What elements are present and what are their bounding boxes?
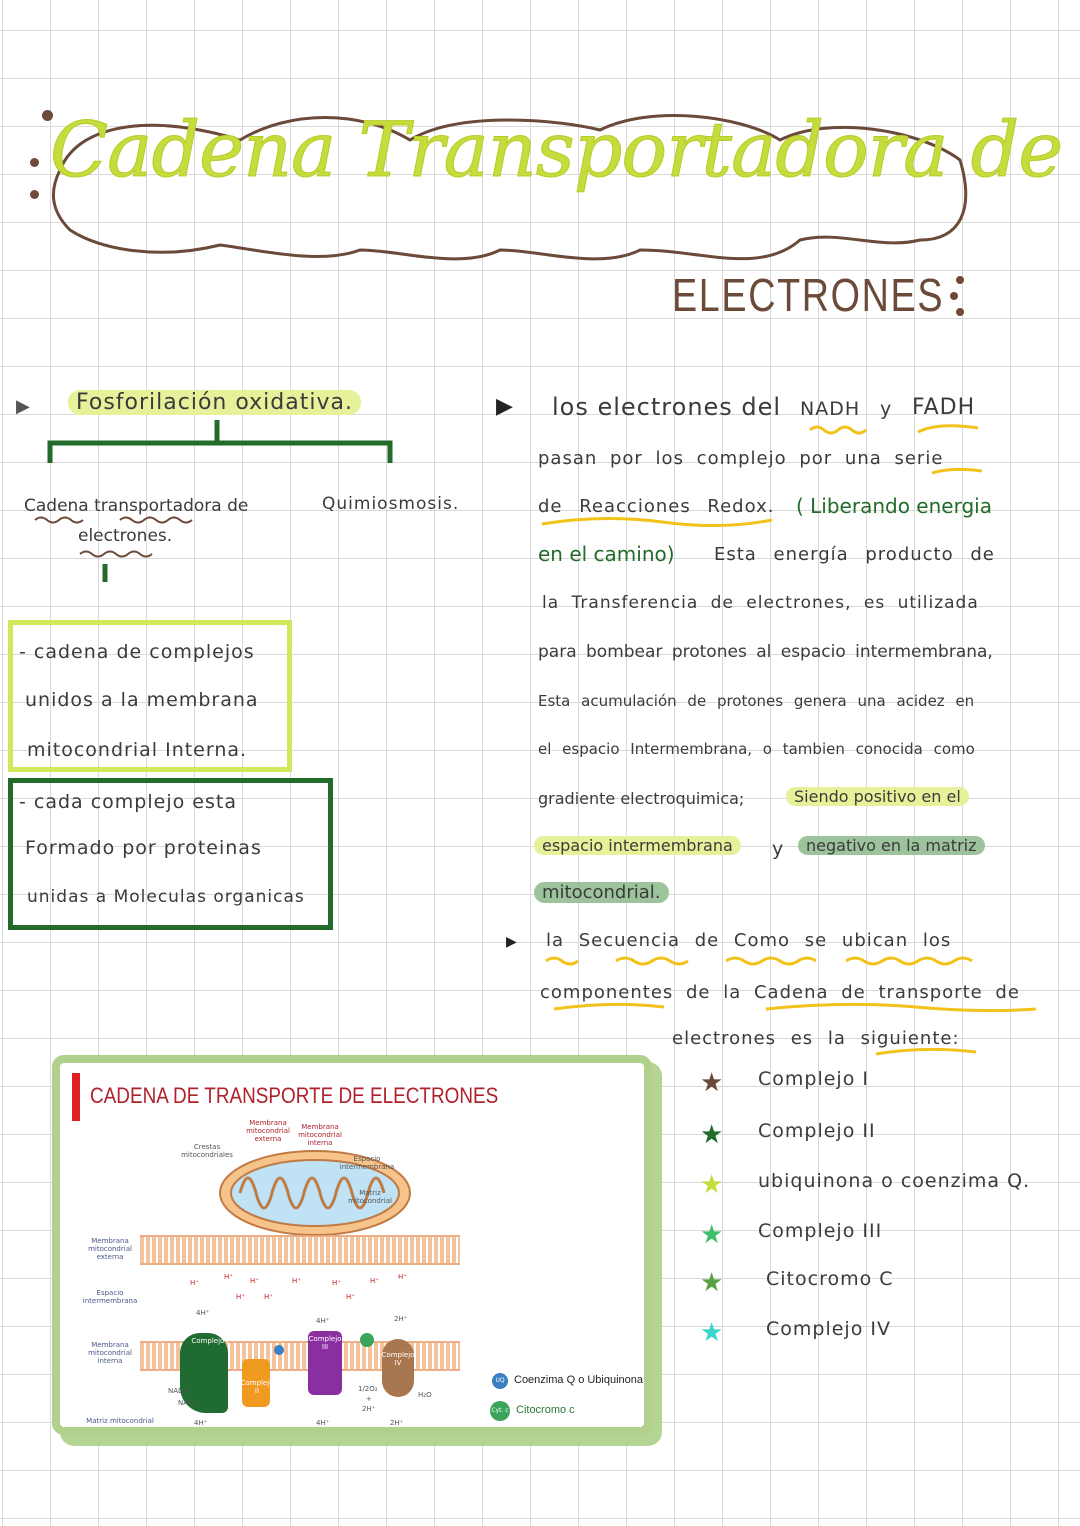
label-2h-2: 2H⁺ bbox=[362, 1405, 376, 1413]
subtitle-dots bbox=[950, 276, 970, 320]
label-mem-ext: Membrana mitocondrial externa bbox=[246, 1119, 290, 1143]
complex-2-label: Complejo II bbox=[240, 1379, 274, 1395]
label-mem-int: Membrana mitocondrial interna bbox=[298, 1123, 342, 1147]
component-item: Citocromo C bbox=[766, 1268, 894, 1290]
legend-cytc-badge: Cyt. c bbox=[490, 1401, 510, 1421]
para-line-4: la Transferencia de electrones, es utilizada bbox=[542, 593, 979, 613]
label-crestas: Crestas mitocondriales bbox=[181, 1143, 233, 1159]
seq-line-0: la Secuencia de Como se ubican los bbox=[546, 930, 952, 951]
serie-underline bbox=[930, 468, 990, 478]
etc-figure bbox=[52, 1055, 652, 1435]
para-line-2: de Reacciones Redox. bbox=[538, 496, 775, 517]
h-plus-6: H⁺ bbox=[370, 1277, 379, 1285]
box2-line1: - cada complejo esta bbox=[19, 791, 237, 813]
h-plus-2: H⁺ bbox=[224, 1273, 233, 1281]
star-icon: ★ bbox=[700, 1170, 724, 1200]
label-4h-2: 4H⁺ bbox=[316, 1317, 330, 1325]
h-plus-9: H⁺ bbox=[264, 1293, 273, 1301]
heading-arrow-icon: ▶ bbox=[16, 396, 31, 417]
para-line-5: para bombear protones al espacio intermembrana, bbox=[538, 642, 993, 662]
label-4h-4: 4H⁺ bbox=[316, 1419, 330, 1427]
component-item: Complejo III bbox=[758, 1220, 883, 1242]
box-cada-complejo bbox=[8, 778, 333, 930]
star-icon: ★ bbox=[700, 1318, 724, 1348]
branch-left-underline bbox=[30, 514, 240, 584]
figure-title: CADENA DE TRANSPORTE DE ELECTRONES bbox=[90, 1083, 499, 1108]
figure-title-bar bbox=[72, 1073, 80, 1121]
label-nad: NAD⁺ bbox=[178, 1399, 198, 1407]
branch-bracket bbox=[45, 418, 405, 468]
complex-1-label: Complejo I bbox=[191, 1337, 229, 1345]
h-plus-8: H⁺ bbox=[236, 1293, 245, 1301]
h-plus-3: H⁺ bbox=[250, 1277, 259, 1285]
legend-uq-badge: UQ bbox=[492, 1373, 508, 1389]
y-conj: y bbox=[880, 398, 893, 420]
page-subtitle: ELECTRONES bbox=[672, 269, 945, 321]
component-item: Complejo IV bbox=[766, 1318, 891, 1340]
star-icon: ★ bbox=[700, 1220, 724, 1250]
h-plus-5: H⁺ bbox=[332, 1279, 341, 1287]
star-icon: ★ bbox=[700, 1068, 724, 1098]
left-label-espacio: Espacio intermembrana bbox=[82, 1289, 138, 1305]
component-item: Complejo I bbox=[758, 1068, 869, 1090]
complex-3-label: Complejo III bbox=[308, 1335, 342, 1351]
para-line-0: los electrones del bbox=[552, 393, 782, 421]
legend-uq-text: Coenzima Q o Ubiquinona bbox=[514, 1374, 644, 1386]
para-line-6: Esta acumulación de protones genera una acidez en bbox=[538, 692, 975, 710]
box1-line2: unidos a la membrana bbox=[25, 689, 259, 711]
para-line-7: el espacio Intermembrana, o tambien conocida como bbox=[538, 740, 975, 758]
h-plus-10: H⁺ bbox=[346, 1293, 355, 1301]
outer-membrane bbox=[140, 1235, 460, 1265]
uq-dot bbox=[274, 1345, 284, 1355]
star-icon: ★ bbox=[700, 1268, 724, 1298]
h-plus-1: H⁺ bbox=[190, 1279, 199, 1287]
fadh: FADH bbox=[912, 395, 976, 420]
nadh: NADH bbox=[800, 398, 861, 420]
heading-fosforilacion: Fosforilación oxidativa. bbox=[68, 390, 361, 415]
label-4h-3: 4H⁺ bbox=[194, 1419, 208, 1427]
label-water: H₂O bbox=[418, 1391, 432, 1399]
box2-line3: unidas a Moleculas organicas bbox=[27, 887, 305, 907]
para-line-3: Esta energía producto de bbox=[714, 544, 995, 565]
component-item: Complejo II bbox=[758, 1120, 876, 1142]
h-plus-7: H⁺ bbox=[398, 1273, 407, 1281]
nadh-underline bbox=[800, 424, 1000, 438]
label-matriz: Matriz mitocondrial bbox=[348, 1189, 392, 1205]
seq-line-1: componentes de la Cadena de transporte de bbox=[540, 982, 1020, 1003]
label-2h-1: 2H⁺ bbox=[394, 1315, 408, 1323]
box-cadena-complejos bbox=[8, 620, 292, 772]
hl-positive: Siendo positivo en el bbox=[786, 787, 969, 806]
complex-4-label: Complejo IV bbox=[381, 1351, 415, 1367]
legend-cytc-text: Citocromo c bbox=[516, 1404, 575, 1416]
para-arrow-icon: ▶ bbox=[496, 394, 514, 419]
h-plus-4: H⁺ bbox=[292, 1277, 301, 1285]
label-4h-1: 4H⁺ bbox=[196, 1309, 210, 1317]
label-o2: 1/2O₂ bbox=[358, 1385, 378, 1393]
box1-line3: mitocondrial Interna. bbox=[27, 739, 248, 761]
seq-arrow-icon: ▶ bbox=[506, 934, 518, 950]
component-item: ubiquinona o coenzima Q. bbox=[758, 1170, 1031, 1192]
complex-4 bbox=[382, 1339, 414, 1397]
para-line-1: pasan por los complejo por una serie bbox=[538, 448, 944, 469]
para-line-8: gradiente electroquimica; bbox=[538, 789, 745, 808]
label-plus: + bbox=[366, 1395, 372, 1403]
label-espacio: Espacio intermembrana bbox=[339, 1155, 395, 1171]
y-conj-2: y bbox=[772, 838, 785, 860]
hl-negative: negativo en la matriz bbox=[798, 836, 985, 855]
box1-line1: - cadena de complejos bbox=[19, 641, 255, 663]
left-label-mem-ext: Membrana mitocondrial externa bbox=[88, 1237, 132, 1261]
label-nadh: NADH bbox=[168, 1387, 189, 1395]
hl-mito: mitocondrial. bbox=[534, 882, 669, 903]
green-note-1: ( Liberando energia bbox=[796, 494, 992, 518]
left-label-mem-int: Membrana mitocondrial interna bbox=[88, 1341, 132, 1365]
green-note-2: en el camino) bbox=[538, 542, 675, 566]
seq-line-2: electrones es la siguiente: bbox=[672, 1028, 960, 1049]
branch-left-line1: Cadena transportadora de bbox=[24, 496, 249, 516]
cytc-dot bbox=[360, 1333, 374, 1347]
branch-right: Quimiosmosis. bbox=[322, 494, 460, 514]
box2-line2: Formado por proteinas bbox=[25, 837, 262, 859]
label-2h-3: 2H⁺ bbox=[390, 1419, 404, 1427]
redox-underline bbox=[540, 516, 780, 530]
hl-space: espacio intermembrana bbox=[534, 836, 741, 855]
branch-left-line2: electrones. bbox=[78, 526, 173, 546]
star-icon: ★ bbox=[700, 1120, 724, 1150]
siguiente-underline bbox=[874, 1048, 984, 1060]
left-label-matriz: Matriz mitocondrial bbox=[86, 1417, 154, 1425]
page-title: Cadena Transportadora de bbox=[50, 105, 1063, 194]
